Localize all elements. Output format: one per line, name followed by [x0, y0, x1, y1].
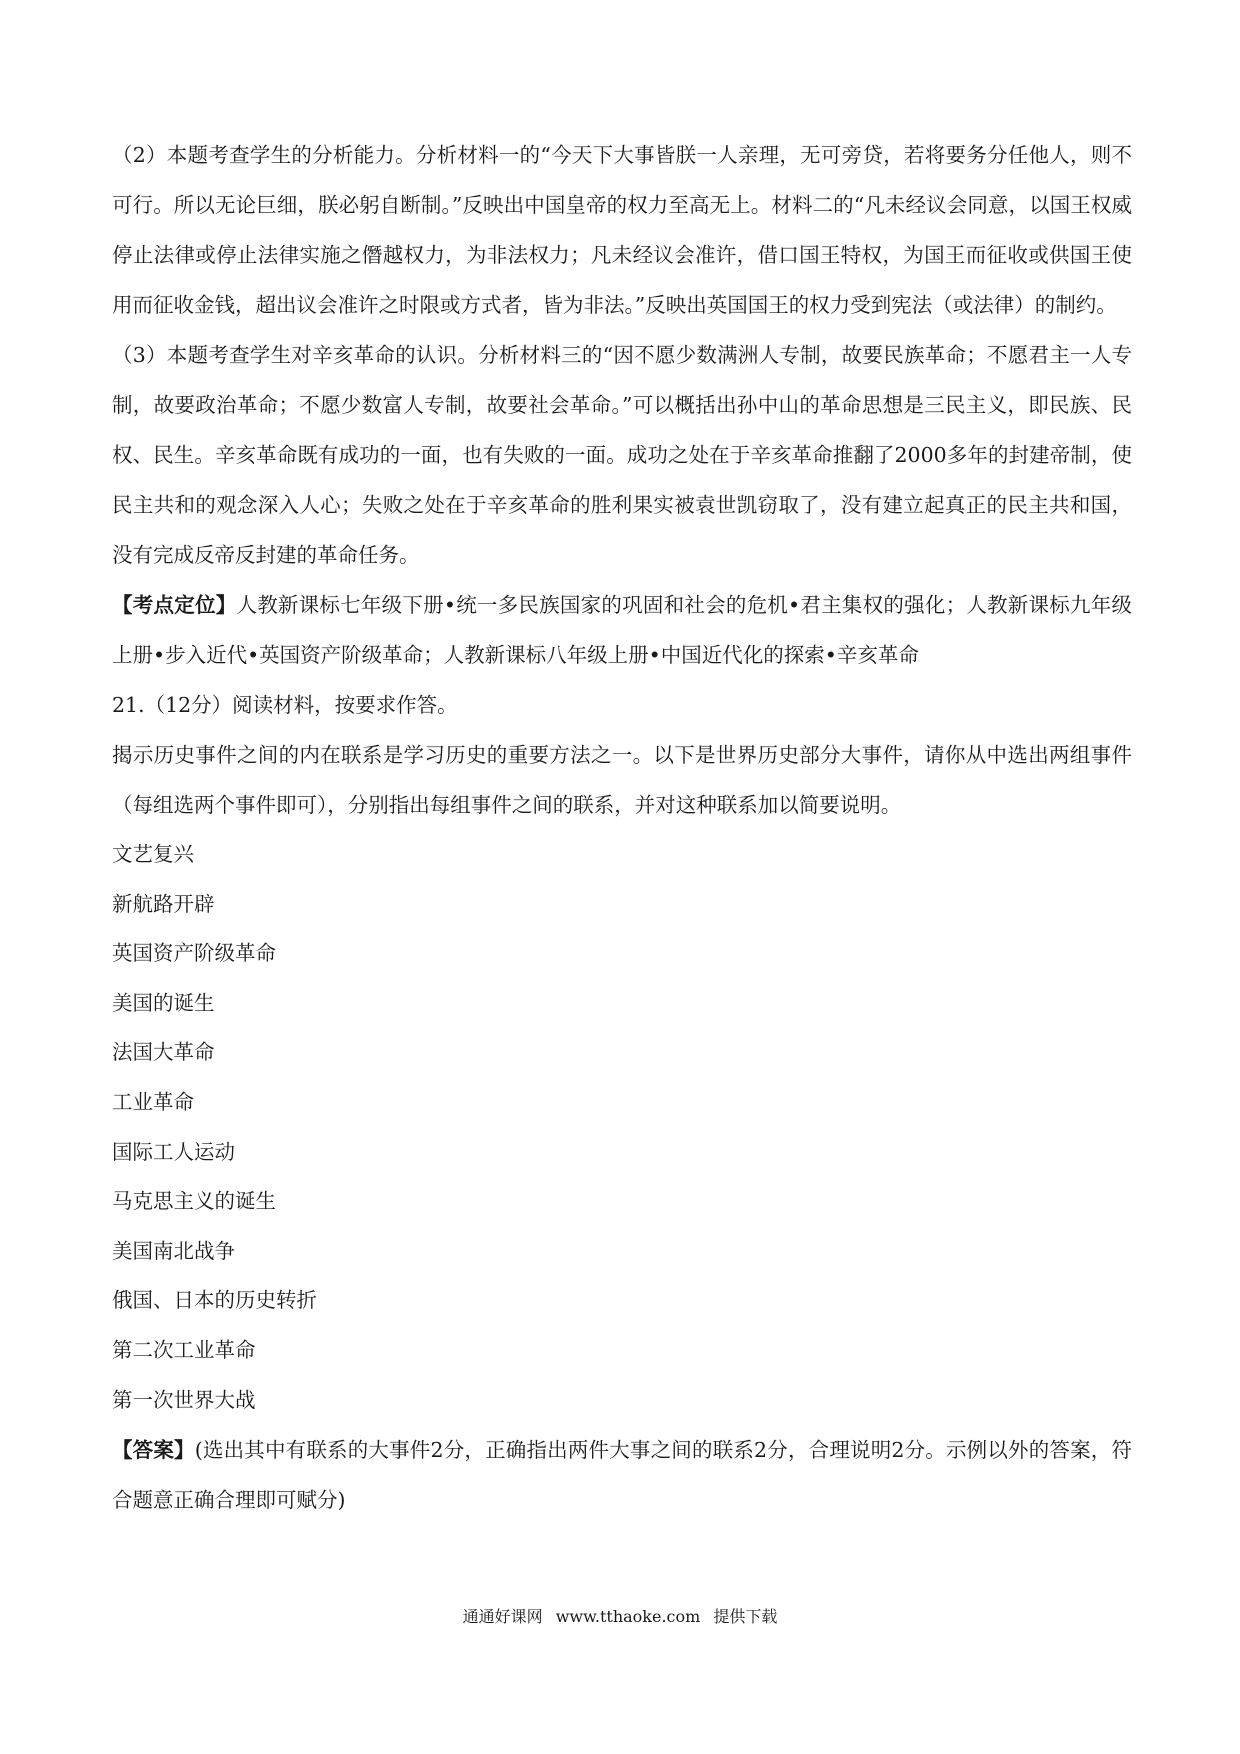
list-item: 美国的诞生	[112, 990, 215, 1015]
analysis-part-2: （2）本题考查学生的分析能力。分析材料一的“今天下大事皆朕一人亲理，无可旁贷，若将要务分任他人，则不可行。所以无论巨细，朕必躬自断制。”反映出中国皇帝的权力至高无上。材料二的“凡未经议会同意，以国王权威停止法律或停止法律实施之僭越权力，为非法权力；凡未经议会准许，借口国王特权，为国王而征收或供国王使用而征收金钱，超出议会准许之时限或方式者，皆为非法。”反映出英国国王的权力受到宪法（或法律）的制约。	[112, 143, 1132, 317]
list-item: 第一次世界大战	[112, 1387, 256, 1412]
answer-section	[112, 1425, 1132, 1525]
page-footer	[0, 1605, 1240, 1629]
analysis-part-3: （3）本题考查学生对辛亥革命的认识。分析材料三的“因不愿少数满洲人专制，故要民族革命；不愿君主一人专制，故要政治革命；不愿少数富人专制，故要社会革命。”可以概括出孙中山的革命思想是三民主义，即民族、民权、民生。辛亥革命既有成功的一面，也有失败的一面。成功之处在于辛亥革命推翻了2000多年的封建帝制，使民主共和的观念深入人心；失败之处在于辛亥革命的胜利果实被袁世凯窃取了，没有建立起真正的民主共和国，没有完成反帝反封建的革命任务。	[112, 343, 1132, 567]
list-item: 法国大革命	[112, 1040, 215, 1065]
list-item: 马克思主义的诞生	[112, 1189, 276, 1214]
list-item: 工业革命	[112, 1089, 194, 1114]
list-item: 俄国、日本的历史转折	[112, 1288, 317, 1313]
answer-text: (选出其中有联系的大事件2分，正确指出两件大事之间的联系2分，合理说明2分。示例以外的答案，符合题意正确合理即可赋分)	[112, 1438, 1132, 1513]
list-item: 国际工人运动	[112, 1139, 235, 1164]
footer-site-name: 通通好课网	[462, 1607, 543, 1626]
list-item: 第二次工业革命	[112, 1337, 256, 1362]
kaodian-section	[112, 580, 1132, 680]
list-item: 文艺复兴	[112, 842, 194, 866]
footer-note: 提供下载	[713, 1607, 778, 1626]
kaodian-text: 人教新课标七年级下册•统一多民族国家的巩固和社会的危机•君主集权的强化；人教新课标九年级上册•步入近代•英国资产阶级革命；人教新课标八年级上册•中国近代化的探索•辛亥革命	[112, 593, 1133, 667]
list-item: 新航路开辟	[112, 891, 215, 916]
list-item: 美国南北战争	[112, 1238, 235, 1263]
event-list	[112, 830, 1132, 1425]
document-body	[112, 130, 1132, 1525]
footer-url[interactable]: www.tthaoke.com	[555, 1607, 701, 1626]
answer-label: 【答案】	[112, 1438, 195, 1463]
question-21-title: 21.（12分）阅读材料，按要求作答。	[112, 693, 458, 717]
kaodian-label: 【考点定位】	[112, 593, 237, 617]
question-21-prompt: 揭示历史事件之间的内在联系是学习历史的重要方法之一。以下是世界历史部分大事件，请你从中选出两组事件（每组选两个事件即可），分别指出每组事件之间的联系，并对这种联系加以简要说明。	[112, 743, 1132, 817]
list-item: 英国资产阶级革命	[112, 941, 276, 966]
